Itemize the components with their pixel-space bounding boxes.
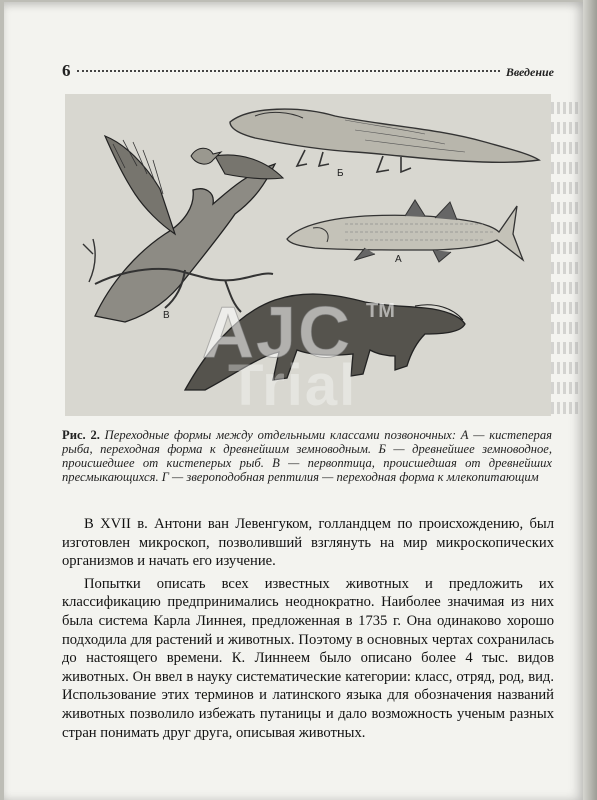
header-dotted-leader [77, 70, 500, 72]
figure-caption [62, 428, 552, 484]
watermark-ajc: AJC [202, 293, 353, 373]
figure-illustration [65, 94, 551, 416]
caption-label: Рис. 2. [62, 428, 100, 442]
page-edge-shadow [583, 0, 597, 800]
page-number: 6 [62, 61, 71, 80]
paragraph: Попытки описать всех известных животных и предложить их классификацию предпринимались неоднократно. Наиболее значимая из них была система Карла Линнея, предложенная в 1735 г. Она одинаково хорошо подходила для растений и животных. Поэтому в основных чертах сохранилась до настоящего времени. К. Линнеем было описано более 4 тыс. видов животных. Он ввел в науку систематические категории: класс, отряд, род, вид. Использование этих терминов и латинского языка для обозначения названий животных позволило избежать путаницы и дало возможность ученым разных стран понимать друг друга, описывая животных. [62, 575, 554, 741]
watermark-trial: Trial [228, 353, 358, 418]
paragraph: В XVII в. Антони ван Левенгуком, голландцем по происхождению, был изготовлен микроскоп, позволивший взглянуть на мир микроскопических организмов и начать его изучение. [62, 516, 554, 570]
panel-letter-v: В [163, 310, 170, 321]
figure-transitional-forms [65, 94, 551, 416]
running-header [62, 61, 554, 81]
body-text [62, 515, 554, 742]
panel-letter-b: Б [337, 168, 344, 179]
section-title: Введение [505, 65, 554, 79]
watermark-tm: TM [366, 300, 395, 322]
panel-letter-a: А [395, 254, 402, 265]
caption-text: Переходные формы между отдельными классами позвоночных: А — кистеперая рыба, переходная форма к древнейшим земноводным. Б — древнейшее земноводное, происшедшее от кистеперых рыб. В — первоптица, происшедшая от древнейших пресмыкающихся. Г — звероподобная рептилия — переходная форма к млекопитающим [62, 428, 552, 484]
